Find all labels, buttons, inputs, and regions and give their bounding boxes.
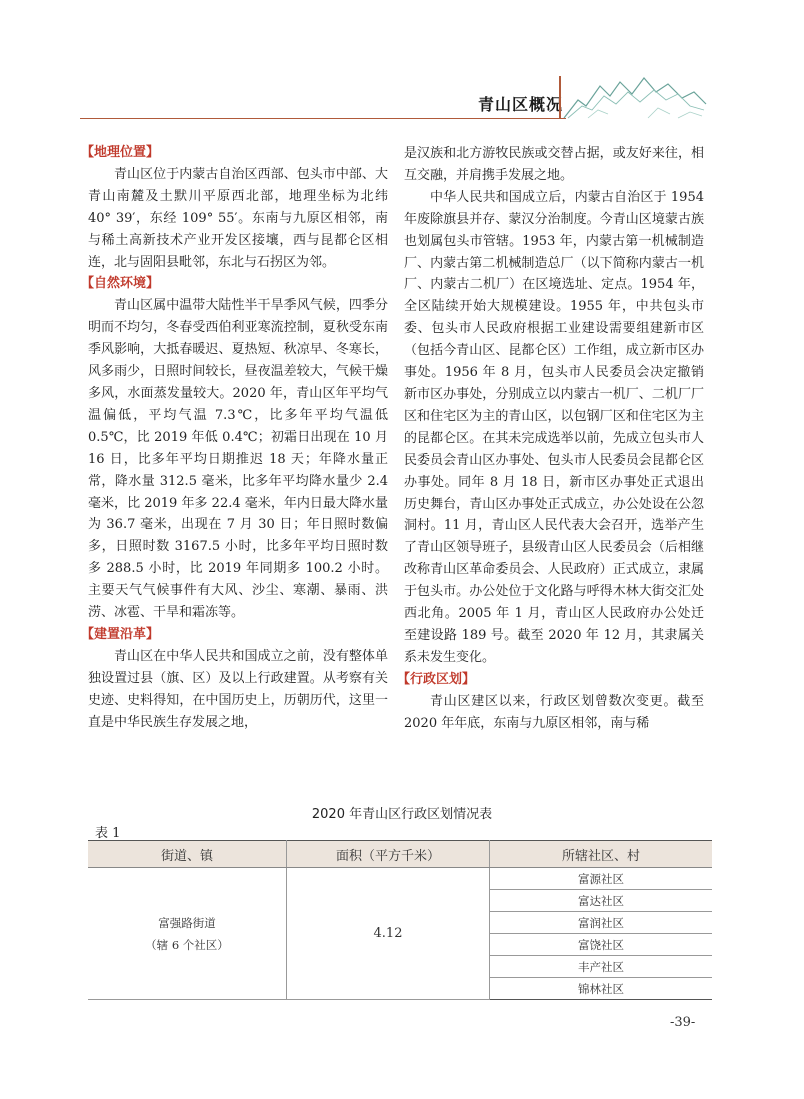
table-row [88,868,712,890]
right-column [397,143,704,734]
paragraph-divisions: 青山区建区以来，行政区划曾数次变更。截至 2020 年年底，东南与九原区相邻，南与稀 [404,693,704,731]
paragraph-history-continued: 是汉族和北方游牧民族或交替占据，或友好来往，相互交融，并肩携手发展之地。 [404,146,704,183]
area-cell: 4.12 [287,868,490,1000]
paragraph-location: 青山区位于内蒙古自治区西部、包头市中部、大青山南麓及土默川平原西北部，地理坐标为北纬 40° 39′，东经 109° 55′。东南与九原区相邻，南与稀土高新技术产业开发区接壤，西与昆都仑区相连，北与固阳县毗邻，东北与石拐区为邻。 [88,166,388,270]
header-rule [80,118,566,119]
street-cell [88,868,287,1000]
paragraph-environment: 青山区属中温带大陆性半干旱季风气候，四季分明而不均匀，冬春受西伯利亚寒流控制，夏秋受东南季风影响，大抵春暖迟、夏热短、秋凉早、冬寒长，风多雨少，日照时间较长，昼夜温差较大，气候干燥多风，水面蒸发量较大。2020 年，青山区年平均气温偏低，平均气温 7.3℃，比多年平均气温低 0.5℃，比 2019 年低 0.4℃；初霜日出现在 10 月 16 日，比多年平均日期推迟 18 天；年降水量正常，降水量 312.5 毫米，比多年平均降水量少 2.4 毫米，比 2019 年多 22.4 毫米，年内日最大降水量为 36.7 毫米，出现在 7 月 30 日；年日照时数偏多，日照时数 3167.5 小时，比多年平均日照时数多 288.5 小时，比 2019 年同期多 100.2 小时。主要天气气候事件有大风、沙尘、寒潮、暴雨、洪涝、冰雹、干旱和霜冻等。 [88,298,388,621]
section-title-history: 【建置沿革】 [81,626,160,642]
column-header-communities: 所辖社区、村 [490,841,713,868]
street-name: 富强路街道 [158,915,216,930]
division-table [88,840,712,1000]
section-title-divisions: 【行政区划】 [397,671,476,687]
page-number: -39- [670,1015,696,1030]
header-title: 青山区概况 [478,95,564,114]
table-title: 2020 年青山区行政区划情况表 [311,807,493,822]
community-cell: 富润社区 [490,912,713,934]
community-cell: 富源社区 [490,868,713,890]
table-header-row [88,841,712,868]
community-cell: 富达社区 [490,890,713,912]
community-cell: 丰产社区 [490,956,713,978]
section-title-location: 【地理位置】 [81,145,160,160]
table-label: 表 1 [95,826,121,841]
left-column [81,142,388,733]
paragraph-history-prc: 中华人民共和国成立后，内蒙古自治区于 1954 年废除旗县并存、蒙汉分治制度。今青山区境蒙古族也划属包头市管辖。1953 年，内蒙古第一机械制造厂、内蒙古第二机械制造总厂（以下简称内蒙古一机厂、内蒙古二机厂）在区境选址、定点。1954 年，全区陆续开始大规模建设。1955 年，中共包头市委、包头市人民政府根据工业建设需要组建新市区（包括今青山区、昆都仑区）工作组，成立新市区办事处。1956 年 8 月，包头市人民委员会决定撤销新市区办事处，分别成立以内蒙古一机厂、二机厂厂区和住宅区为主的青山区，以包钢厂区和住宅区为主的昆都仑区。在其未完成选举以前，先成立包头市人民委员会青山区办事处、包头市人民委员会昆都仑区办事处。同年 8 月 18 日，新市区办事处正式退出历史舞台，青山区办事处正式成立，办公处设在公忽洞村。11 月，青山区人民代表大会召开，选举产生了青山区领导班子，县级青山区人民委员会（后相继改称青山区革命委员会、人民政府）正式成立，隶属于包头市。办公处位于文化路与呼得木林大街交汇处西北角。2005 年 1 月，青山区人民政府办公处迁至建设路 189 号。截至 2020 年 12 月，其隶属关系未发生变化。 [404,189,704,665]
community-cell: 富饶社区 [490,934,713,956]
paragraph-history: 青山区在中华人民共和国成立之前，没有整体单独设置过县（旗、区）及以上行政建置。从考察有关史迹、史料得知，在中国历史上，历朝历代，这里一直是中华民族生存发展之地， [88,648,388,730]
street-note: （辖 6 个社区） [145,937,229,952]
column-header-street: 街道、镇 [88,841,287,868]
community-cell: 锦林社区 [490,978,713,1000]
column-header-area: 面积（平方千米） [287,841,490,868]
mountain-illustration-icon [558,70,708,120]
section-title-environment: 【自然环境】 [81,276,160,292]
